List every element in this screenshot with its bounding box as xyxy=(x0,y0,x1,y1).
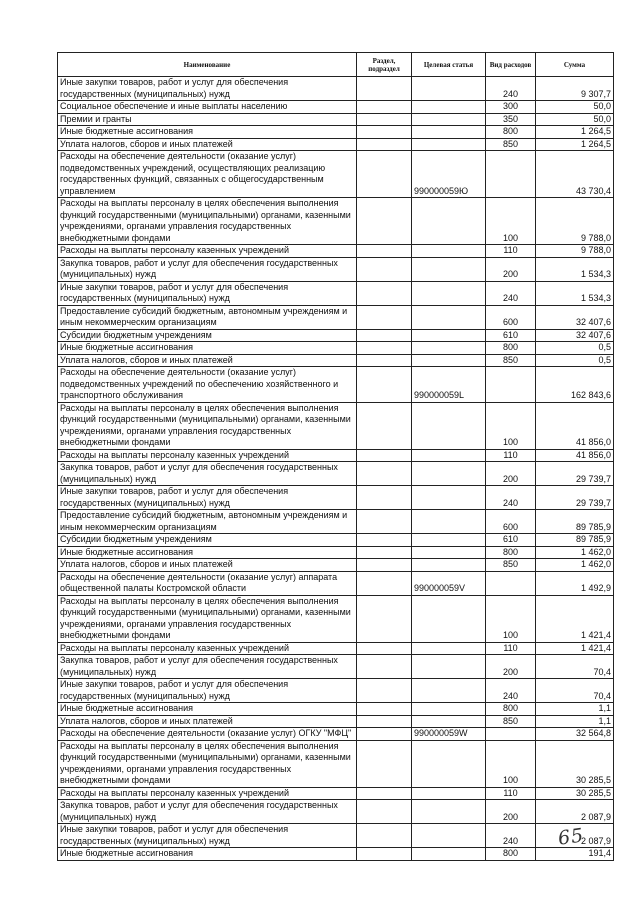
cell-kind: 610 xyxy=(486,329,536,342)
cell-section xyxy=(357,402,412,449)
table-row xyxy=(58,354,614,367)
cell-name: Расходы на обеспечение деятельности (оказание услуг) ОГКУ "МФЦ" xyxy=(58,728,357,741)
cell-name: Расходы на выплаты персоналу в целях обеспечения выполнения функций государственными (муниципальными) органами, казенными учреждениями, органами управления государственных внебюджетными фондами xyxy=(58,595,357,642)
cell-name: Расходы на выплаты персоналу в целях обеспечения выполнения функций государственными (муниципальными) органами, казенными учреждениями, органами управления государственных внебюджетными фондами xyxy=(58,198,357,245)
cell-name: Социальное обеспечение и иные выплаты населению xyxy=(58,101,357,114)
table-row xyxy=(58,101,614,114)
header-sum: Сумма xyxy=(536,53,614,77)
cell-kind: 850 xyxy=(486,354,536,367)
table-row xyxy=(58,571,614,595)
cell-kind: 200 xyxy=(486,655,536,679)
table-row xyxy=(58,848,614,861)
cell-section xyxy=(357,848,412,861)
cell-section xyxy=(357,281,412,305)
table-row xyxy=(58,257,614,281)
cell-section xyxy=(357,151,412,198)
table-row xyxy=(58,367,614,403)
cell-sum: 0,5 xyxy=(536,354,614,367)
cell-section xyxy=(357,595,412,642)
cell-sum: 162 843,6 xyxy=(536,367,614,403)
cell-section xyxy=(357,257,412,281)
cell-target xyxy=(412,559,486,572)
cell-section xyxy=(357,462,412,486)
cell-sum: 2 087,9 xyxy=(536,800,614,824)
cell-kind xyxy=(486,571,536,595)
table-row xyxy=(58,126,614,139)
cell-kind: 200 xyxy=(486,462,536,486)
cell-sum: 70,4 xyxy=(536,679,614,703)
cell-target xyxy=(412,354,486,367)
cell-section xyxy=(357,305,412,329)
budget-table xyxy=(57,52,614,861)
cell-name: Иные бюджетные ассигнования xyxy=(58,126,357,139)
cell-sum: 2 087,9 xyxy=(536,824,614,848)
cell-name: Иные закупки товаров, работ и услуг для обеспечения государственных (муниципальных) нужд xyxy=(58,77,357,101)
cell-target: 990000059L xyxy=(412,367,486,403)
table-row xyxy=(58,486,614,510)
table-row xyxy=(58,534,614,547)
table-row xyxy=(58,655,614,679)
table-row xyxy=(58,703,614,716)
cell-target xyxy=(412,655,486,679)
cell-sum: 89 785,9 xyxy=(536,534,614,547)
cell-sum: 1 462,0 xyxy=(536,559,614,572)
cell-sum: 1 264,5 xyxy=(536,138,614,151)
table-row xyxy=(58,113,614,126)
cell-target xyxy=(412,342,486,355)
cell-sum: 41 856,0 xyxy=(536,449,614,462)
cell-kind: 600 xyxy=(486,305,536,329)
cell-name: Расходы на выплаты персоналу казенных учреждений xyxy=(58,787,357,800)
table-row xyxy=(58,462,614,486)
cell-section xyxy=(357,329,412,342)
table-row xyxy=(58,824,614,848)
cell-section xyxy=(357,510,412,534)
cell-kind: 800 xyxy=(486,546,536,559)
cell-section xyxy=(357,126,412,139)
header-name: Наименование xyxy=(58,53,357,77)
cell-section xyxy=(357,703,412,716)
table-row xyxy=(58,198,614,245)
cell-sum: 9 307,7 xyxy=(536,77,614,101)
cell-name: Иные закупки товаров, работ и услуг для обеспечения государственных (муниципальных) нужд xyxy=(58,824,357,848)
cell-sum: 1 534,3 xyxy=(536,281,614,305)
cell-name: Премии и гранты xyxy=(58,113,357,126)
cell-kind: 240 xyxy=(486,77,536,101)
cell-kind: 200 xyxy=(486,257,536,281)
table-row xyxy=(58,715,614,728)
cell-name: Расходы на выплаты персоналу казенных учреждений xyxy=(58,642,357,655)
cell-name: Уплата налогов, сборов и иных платежей xyxy=(58,354,357,367)
cell-target: 990000059Ю xyxy=(412,151,486,198)
cell-name: Иные бюджетные ассигнования xyxy=(58,848,357,861)
table-row xyxy=(58,595,614,642)
cell-sum: 29 739,7 xyxy=(536,486,614,510)
header-section: Раздел, подраздел xyxy=(357,53,412,77)
cell-name: Субсидии бюджетным учреждениям xyxy=(58,329,357,342)
cell-target xyxy=(412,329,486,342)
cell-kind: 240 xyxy=(486,486,536,510)
cell-kind xyxy=(486,151,536,198)
cell-target xyxy=(412,402,486,449)
cell-section xyxy=(357,655,412,679)
cell-sum: 41 856,0 xyxy=(536,402,614,449)
cell-target xyxy=(412,281,486,305)
cell-section xyxy=(357,342,412,355)
table-row xyxy=(58,546,614,559)
table-row xyxy=(58,510,614,534)
cell-sum: 1 264,5 xyxy=(536,126,614,139)
cell-section xyxy=(357,245,412,258)
table-row xyxy=(58,245,614,258)
cell-kind: 110 xyxy=(486,787,536,800)
table-row xyxy=(58,151,614,198)
table-row xyxy=(58,402,614,449)
cell-name: Иные бюджетные ассигнования xyxy=(58,703,357,716)
cell-section xyxy=(357,728,412,741)
cell-kind: 300 xyxy=(486,101,536,114)
cell-kind: 800 xyxy=(486,848,536,861)
cell-sum: 70,4 xyxy=(536,655,614,679)
table-row xyxy=(58,342,614,355)
cell-section xyxy=(357,715,412,728)
table-row xyxy=(58,138,614,151)
cell-sum: 30 285,5 xyxy=(536,787,614,800)
cell-kind: 110 xyxy=(486,245,536,258)
cell-sum: 1,1 xyxy=(536,703,614,716)
cell-kind: 850 xyxy=(486,559,536,572)
cell-target xyxy=(412,740,486,787)
cell-sum: 50,0 xyxy=(536,101,614,114)
cell-kind: 850 xyxy=(486,138,536,151)
cell-target xyxy=(412,703,486,716)
cell-kind: 100 xyxy=(486,402,536,449)
cell-kind: 240 xyxy=(486,824,536,848)
cell-target xyxy=(412,546,486,559)
cell-target: 990000059W xyxy=(412,728,486,741)
cell-name: Уплата налогов, сборов и иных платежей xyxy=(58,715,357,728)
cell-section xyxy=(357,486,412,510)
cell-sum: 30 285,5 xyxy=(536,740,614,787)
cell-sum: 32 407,6 xyxy=(536,329,614,342)
cell-kind: 800 xyxy=(486,703,536,716)
cell-section xyxy=(357,679,412,703)
cell-target xyxy=(412,257,486,281)
cell-target xyxy=(412,305,486,329)
cell-target xyxy=(412,198,486,245)
cell-target xyxy=(412,715,486,728)
cell-kind: 800 xyxy=(486,342,536,355)
cell-section xyxy=(357,546,412,559)
cell-target xyxy=(412,800,486,824)
cell-section xyxy=(357,77,412,101)
table-row xyxy=(58,305,614,329)
cell-name: Расходы на выплаты персоналу казенных учреждений xyxy=(58,245,357,258)
table-row xyxy=(58,642,614,655)
cell-sum: 1,1 xyxy=(536,715,614,728)
cell-kind: 110 xyxy=(486,642,536,655)
cell-target xyxy=(412,113,486,126)
cell-kind: 600 xyxy=(486,510,536,534)
cell-target xyxy=(412,642,486,655)
cell-section xyxy=(357,740,412,787)
cell-target xyxy=(412,101,486,114)
cell-sum: 0,5 xyxy=(536,342,614,355)
cell-name: Расходы на выплаты персоналу казенных учреждений xyxy=(58,449,357,462)
cell-target xyxy=(412,126,486,139)
cell-target xyxy=(412,787,486,800)
cell-sum: 1 421,4 xyxy=(536,642,614,655)
cell-target xyxy=(412,510,486,534)
table-row xyxy=(58,77,614,101)
cell-sum: 191,4 xyxy=(536,848,614,861)
cell-sum: 1 492,9 xyxy=(536,571,614,595)
cell-name: Закупка товаров, работ и услуг для обеспечения государственных (муниципальных) нужд xyxy=(58,800,357,824)
table-row xyxy=(58,329,614,342)
cell-name: Иные бюджетные ассигнования xyxy=(58,546,357,559)
cell-section xyxy=(357,534,412,547)
table-body xyxy=(58,77,614,861)
cell-target xyxy=(412,534,486,547)
cell-name: Предоставление субсидий бюджетным, автономным учреждениям и иным некоммерческим организациям xyxy=(58,305,357,329)
cell-kind: 240 xyxy=(486,281,536,305)
cell-target xyxy=(412,245,486,258)
cell-section xyxy=(357,367,412,403)
cell-kind xyxy=(486,367,536,403)
cell-sum: 29 739,7 xyxy=(536,462,614,486)
cell-name: Расходы на выплаты персоналу в целях обеспечения выполнения функций государственными (муниципальными) органами, казенными учреждениями, органами управления государственных внебюджетными фондами xyxy=(58,402,357,449)
cell-sum: 9 788,0 xyxy=(536,198,614,245)
handwritten-page-number: 65 xyxy=(556,824,586,850)
cell-kind: 110 xyxy=(486,449,536,462)
cell-kind: 100 xyxy=(486,595,536,642)
cell-section xyxy=(357,787,412,800)
table-row xyxy=(58,740,614,787)
cell-kind: 350 xyxy=(486,113,536,126)
cell-section xyxy=(357,559,412,572)
cell-sum: 1 534,3 xyxy=(536,257,614,281)
cell-sum: 32 407,6 xyxy=(536,305,614,329)
cell-sum: 89 785,9 xyxy=(536,510,614,534)
cell-sum: 50,0 xyxy=(536,113,614,126)
table-row xyxy=(58,728,614,741)
cell-target xyxy=(412,848,486,861)
cell-kind: 800 xyxy=(486,126,536,139)
cell-target xyxy=(412,138,486,151)
cell-name: Расходы на обеспечение деятельности (оказание услуг) подведомственных учреждений по обеспечению хозяйственного и транспортного обслуживания xyxy=(58,367,357,403)
header-target: Целевая статья xyxy=(412,53,486,77)
cell-name: Иные закупки товаров, работ и услуг для обеспечения государственных (муниципальных) нужд xyxy=(58,679,357,703)
cell-section xyxy=(357,101,412,114)
cell-kind: 200 xyxy=(486,800,536,824)
table-row xyxy=(58,679,614,703)
cell-name: Субсидии бюджетным учреждениям xyxy=(58,534,357,547)
cell-target xyxy=(412,462,486,486)
table-row xyxy=(58,449,614,462)
cell-name: Уплата налогов, сборов и иных платежей xyxy=(58,138,357,151)
cell-section xyxy=(357,138,412,151)
cell-sum: 9 788,0 xyxy=(536,245,614,258)
table-row xyxy=(58,787,614,800)
cell-kind: 240 xyxy=(486,679,536,703)
cell-section xyxy=(357,642,412,655)
cell-section xyxy=(357,824,412,848)
cell-target xyxy=(412,486,486,510)
cell-name: Иные закупки товаров, работ и услуг для обеспечения государственных (муниципальных) нужд xyxy=(58,486,357,510)
cell-name: Расходы на обеспечение деятельности (оказание услуг) аппарата общественной палаты Костромской области xyxy=(58,571,357,595)
header-kind: Вид расходов xyxy=(486,53,536,77)
cell-name: Иные бюджетные ассигнования xyxy=(58,342,357,355)
cell-name: Закупка товаров, работ и услуг для обеспечения государственных (муниципальных) нужд xyxy=(58,257,357,281)
cell-sum: 32 564,8 xyxy=(536,728,614,741)
cell-sum: 1 462,0 xyxy=(536,546,614,559)
cell-target xyxy=(412,595,486,642)
cell-name: Расходы на обеспечение деятельности (оказание услуг) подведомственных учреждений, осуществляющих реализацию государственных функций, связанных с общегосударственным управлением xyxy=(58,151,357,198)
cell-name: Иные закупки товаров, работ и услуг для обеспечения государственных (муниципальных) нужд xyxy=(58,281,357,305)
cell-name: Предоставление субсидий бюджетным, автономным учреждениям и иным некоммерческим организациям xyxy=(58,510,357,534)
cell-section xyxy=(357,800,412,824)
cell-sum: 43 730,4 xyxy=(536,151,614,198)
cell-target xyxy=(412,77,486,101)
cell-name: Закупка товаров, работ и услуг для обеспечения государственных (муниципальных) нужд xyxy=(58,462,357,486)
cell-sum: 1 421,4 xyxy=(536,595,614,642)
cell-kind xyxy=(486,728,536,741)
cell-section xyxy=(357,113,412,126)
cell-kind: 850 xyxy=(486,715,536,728)
cell-kind: 100 xyxy=(486,198,536,245)
cell-section xyxy=(357,449,412,462)
cell-target xyxy=(412,824,486,848)
cell-target xyxy=(412,679,486,703)
header-row xyxy=(58,53,614,77)
table-row xyxy=(58,800,614,824)
cell-section xyxy=(357,354,412,367)
cell-section xyxy=(357,571,412,595)
cell-section xyxy=(357,198,412,245)
table-row xyxy=(58,281,614,305)
cell-name: Расходы на выплаты персоналу в целях обеспечения выполнения функций государственными (муниципальными) органами, казенными учреждениями, органами управления государственных внебюджетными фондами xyxy=(58,740,357,787)
table-header xyxy=(58,53,614,77)
cell-kind: 610 xyxy=(486,534,536,547)
cell-name: Уплата налогов, сборов и иных платежей xyxy=(58,559,357,572)
cell-kind: 100 xyxy=(486,740,536,787)
table-row xyxy=(58,559,614,572)
cell-name: Закупка товаров, работ и услуг для обеспечения государственных (муниципальных) нужд xyxy=(58,655,357,679)
cell-target xyxy=(412,449,486,462)
cell-target: 990000059V xyxy=(412,571,486,595)
